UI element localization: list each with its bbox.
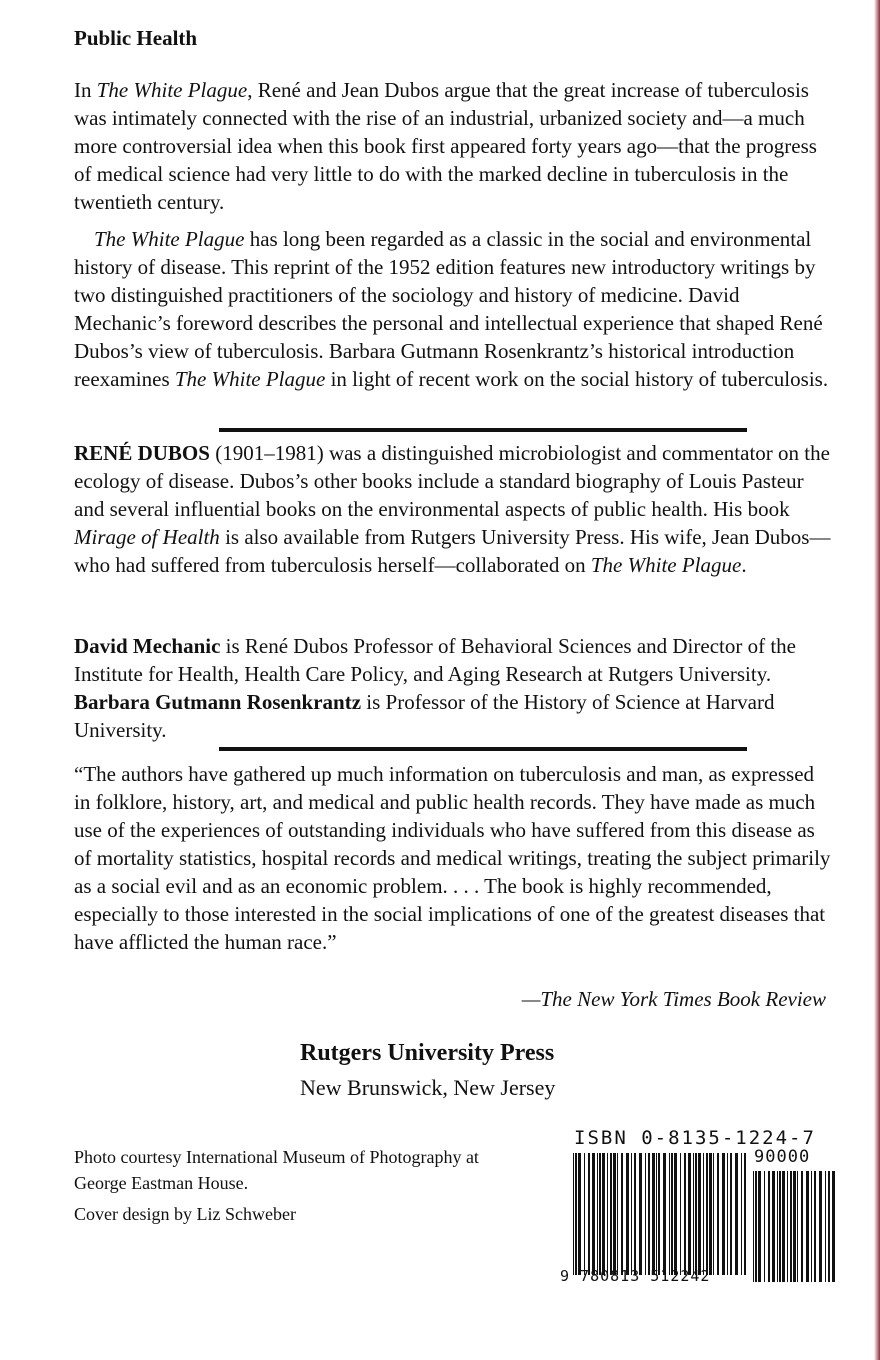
barcode-bar	[693, 1153, 694, 1275]
barcode-bar	[592, 1153, 595, 1275]
addon-bar	[758, 1171, 761, 1282]
isbn-number: ISBN 0-8135-1224-7	[574, 1127, 816, 1149]
barcode-bar	[727, 1153, 728, 1275]
barcode-bar	[610, 1153, 612, 1275]
barcode-bar	[706, 1153, 708, 1275]
barcode-bar	[744, 1153, 746, 1275]
barcode-bar	[709, 1153, 712, 1275]
barcode-bar	[735, 1153, 738, 1275]
addon-bar	[790, 1171, 792, 1282]
divider-rule	[219, 747, 747, 751]
barcode-bar	[698, 1153, 701, 1275]
barcode-bar	[599, 1153, 601, 1275]
addon-bar	[806, 1171, 809, 1282]
barcode-bar	[663, 1153, 666, 1275]
barcode-bar	[741, 1153, 742, 1275]
addon-bar	[814, 1171, 816, 1282]
addon-bar	[753, 1171, 754, 1282]
author-bio-dubos: RENÉ DUBOS (1901–1981) was a distinguished microbiologist and commentator on the ecology of disease. Dubos’s other books include a standard biography of Louis Pasteur and several influential books on the environmental aspects of public health. His book Mirage of Health is also available from Rutgers University Press. His wife, Jean Dubos—who had suffered from tuberculosis herself—collaborated on The White Plague.	[74, 441, 831, 577]
addon-bar	[797, 1171, 798, 1282]
photo-credit: Photo courtesy International Museum of Photography at George Eastman House.	[74, 1147, 479, 1193]
addon-bar	[819, 1171, 822, 1282]
description-paragraph-2: The White Plague has long been regarded as a classic in the social and environmental history of disease. This reprint of the 1952 edition features new introductory writings by two distinguished practitioners of the sociology and history of medicine. David Mechanic’s foreword describes the personal and intellectual experience that shaped René Dubos’s view of tuberculosis. Barbara Gutmann Rosenkrantz’s historical introduction reexamines The White Plague in light of recent work on the social history of tuberculosis.	[74, 227, 829, 391]
barcode-bar	[722, 1153, 725, 1275]
ean-digits: 9 780813 512242	[560, 1267, 711, 1285]
design-credit: Cover design by Liz Schweber	[74, 1204, 296, 1224]
barcode-bar	[607, 1153, 608, 1275]
book-title: The White Plague	[590, 553, 742, 577]
barcode-bar	[626, 1153, 629, 1275]
addon-bar	[772, 1171, 775, 1282]
barcode-bar	[584, 1153, 585, 1275]
barcode-bar	[617, 1153, 618, 1275]
addon-bar	[801, 1171, 803, 1282]
barcode-bar	[588, 1153, 590, 1275]
barcode-bar	[652, 1153, 655, 1275]
barcode-bar	[645, 1153, 646, 1275]
contributor-bios: David Mechanic is René Dubos Professor of Behavioral Sciences and Director of the Institute for Health, Health Care Policy, and Aging Research at Rutgers University. Barbara Gutmann Rosenkrantz is Professor of the History of Science at Harvard University.	[74, 634, 796, 742]
barcode-bar	[597, 1153, 598, 1275]
barcode-bar	[671, 1153, 673, 1275]
barcode-bar	[688, 1153, 691, 1275]
section-heading: Public Health	[74, 26, 198, 50]
addon-bar	[825, 1171, 826, 1282]
addon-bar	[768, 1171, 770, 1282]
price-addon-digits: 90000	[754, 1147, 811, 1167]
barcode-bar	[578, 1153, 581, 1275]
review-quote: “The authors have gathered up much information on tuberculosis and man, as expressed in folklore, history, art, and medical and public health records. They have made as much use of the experiences of outstanding individuals who have suffered from this disease as of mortality statistics, hospital records and medical writings, treating the subject primarily as a social evil and as an economic problem. . . . The book is highly recommended, especially to those interested in the social implications of one of the greatest diseases that have afflicted the human race.”	[74, 762, 831, 954]
addon-bar	[832, 1171, 835, 1282]
publisher-name: Rutgers University Press	[300, 1040, 555, 1066]
book-title: The White Plague	[96, 78, 248, 102]
barcode-bar	[684, 1153, 686, 1275]
barcode-bar	[680, 1153, 681, 1275]
contributor-name: Barbara Gutmann Rosenkrantz	[74, 690, 362, 714]
barcode-bar	[713, 1153, 714, 1275]
barcode-bar	[730, 1153, 732, 1275]
addon-bar	[764, 1171, 765, 1282]
addon-bar	[777, 1171, 778, 1282]
publisher-location: New Brunswick, New Jersey	[300, 1075, 556, 1100]
divider-rule	[219, 428, 747, 432]
review-source: —The New York Times Book Review	[521, 987, 826, 1011]
barcode-bar	[621, 1153, 623, 1275]
barcode-bar	[656, 1153, 657, 1275]
barcode-bar	[658, 1153, 660, 1275]
barcode-bar	[648, 1153, 650, 1275]
addon-bar	[811, 1171, 812, 1282]
barcode-bar	[575, 1153, 577, 1275]
author-name: RENÉ DUBOS	[74, 441, 210, 465]
addon-bar	[779, 1171, 781, 1282]
barcode-bar	[639, 1153, 642, 1275]
contributor-name: David Mechanic	[74, 634, 221, 658]
barcode-bar	[631, 1153, 632, 1275]
barcode-bar	[634, 1153, 636, 1275]
addon-bar	[787, 1171, 788, 1282]
book-title: Mirage of Health	[74, 525, 220, 549]
addon-bar	[782, 1171, 785, 1282]
barcode-bar	[717, 1153, 719, 1275]
addon-bar	[828, 1171, 830, 1282]
barcode-bar	[602, 1153, 605, 1275]
description-paragraph-1: In The White Plague, René and Jean Dubos argue that the great increase of tuberculosis was intimately connected with the rise of an industrial, urbanized society and—a much more controversial idea when this book first appeared forty years ago—that the progress of medical science had very little to do with the marked decline in tuberculosis in the twentieth century.	[74, 78, 817, 214]
barcode-bar	[573, 1153, 574, 1275]
barcode-bar	[669, 1153, 670, 1275]
book-title: The White Plague	[94, 227, 245, 251]
addon-bar	[755, 1171, 757, 1282]
book-title: The White Plague	[174, 367, 326, 391]
barcode-bar	[695, 1153, 697, 1275]
book-spine-edge	[874, 0, 880, 1360]
barcode-bar	[703, 1153, 704, 1275]
addon-bar	[793, 1171, 796, 1282]
barcode-bar	[613, 1153, 616, 1275]
barcode-bar	[674, 1153, 677, 1275]
